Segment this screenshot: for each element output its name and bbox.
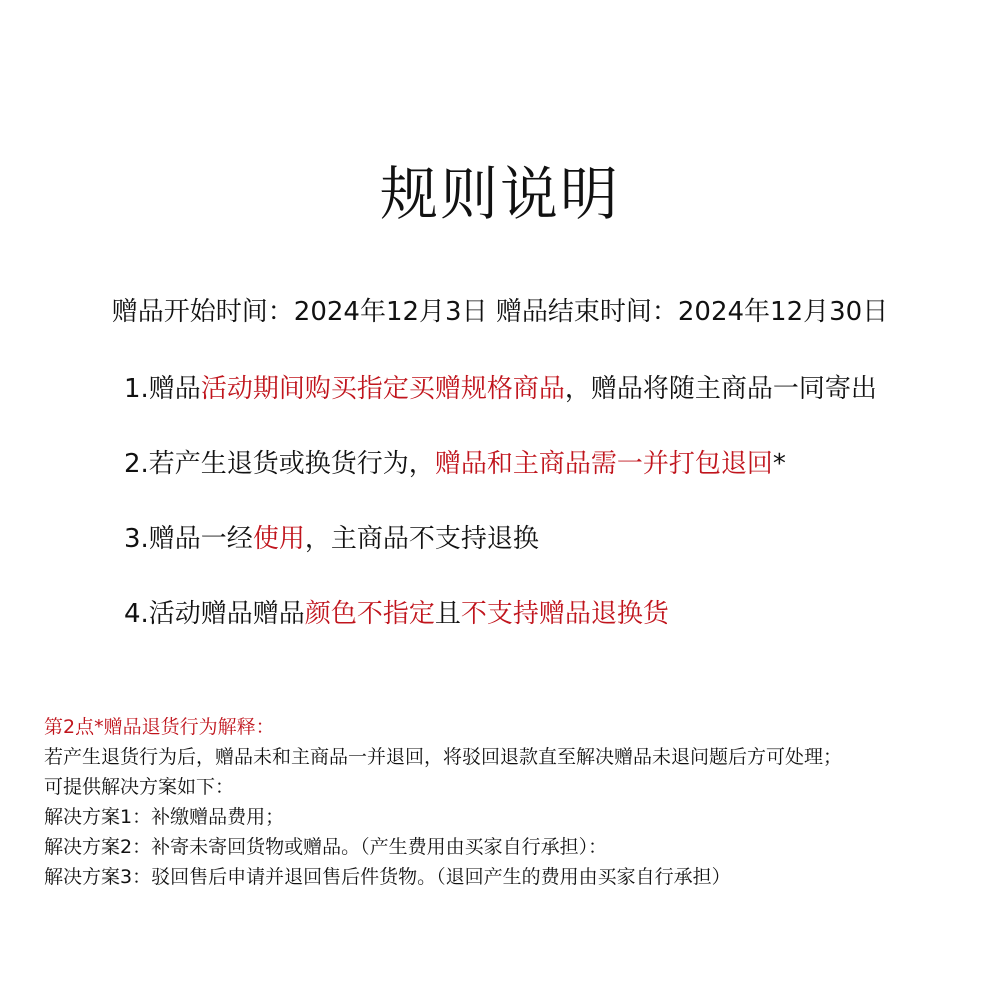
rule-2 <box>124 444 786 484</box>
rule-3-text: 3.赠品一经 <box>124 524 253 554</box>
end-date: 2024年12月30日 <box>677 297 889 327</box>
rule-4-mid: 且 <box>434 599 461 629</box>
return-notes <box>44 712 842 892</box>
note-line: 若产生退货行为后，赠品未和主商品一并退回，将驳回退款直至解决赠品未退问题后方可处理； <box>44 746 843 768</box>
rule-3-highlight: 使用 <box>252 524 305 554</box>
end-label: 赠品结束时间： <box>495 297 678 327</box>
rule-1-text: 1.赠品 <box>124 374 201 404</box>
rule-4 <box>124 594 669 634</box>
start-date: 2024年12月3日 <box>293 297 488 327</box>
rule-2-rest: * <box>772 449 786 479</box>
rule-4-highlight: 颜色不指定 <box>304 599 435 629</box>
note-line: 可提供解决方案如下： <box>44 776 235 798</box>
rule-1-highlight: 活动期间购买指定买赠规格商品 <box>200 374 565 404</box>
rule-1-rest: ，赠品将随主商品一同寄出 <box>564 374 877 404</box>
page-title: 规则说明 <box>379 160 620 228</box>
notes-heading: 第2点*赠品退货行为解释： <box>44 716 275 738</box>
rule-3-rest: ，主商品不支持退换 <box>304 524 539 554</box>
note-line: 解决方案1：补缴赠品费用； <box>44 806 285 828</box>
rule-1 <box>124 369 877 409</box>
rule-4-highlight-2: 不支持赠品退换货 <box>460 599 669 629</box>
rule-3 <box>124 519 539 559</box>
rule-2-text: 2.若产生退货或换货行为， <box>124 449 435 479</box>
promotion-dates <box>0 292 1000 332</box>
rule-4-text: 4.活动赠品赠品 <box>124 599 305 629</box>
rule-2-highlight: 赠品和主商品需一并打包退回 <box>434 449 773 479</box>
note-line: 解决方案3：驳回售后申请并退回售后件货物。（退回产生的费用由买家自行承担） <box>44 866 731 888</box>
start-label: 赠品开始时间： <box>111 297 294 327</box>
note-line: 解决方案2：补寄未寄回货物或赠品。（产生费用由买家自行承担）： <box>44 836 608 858</box>
